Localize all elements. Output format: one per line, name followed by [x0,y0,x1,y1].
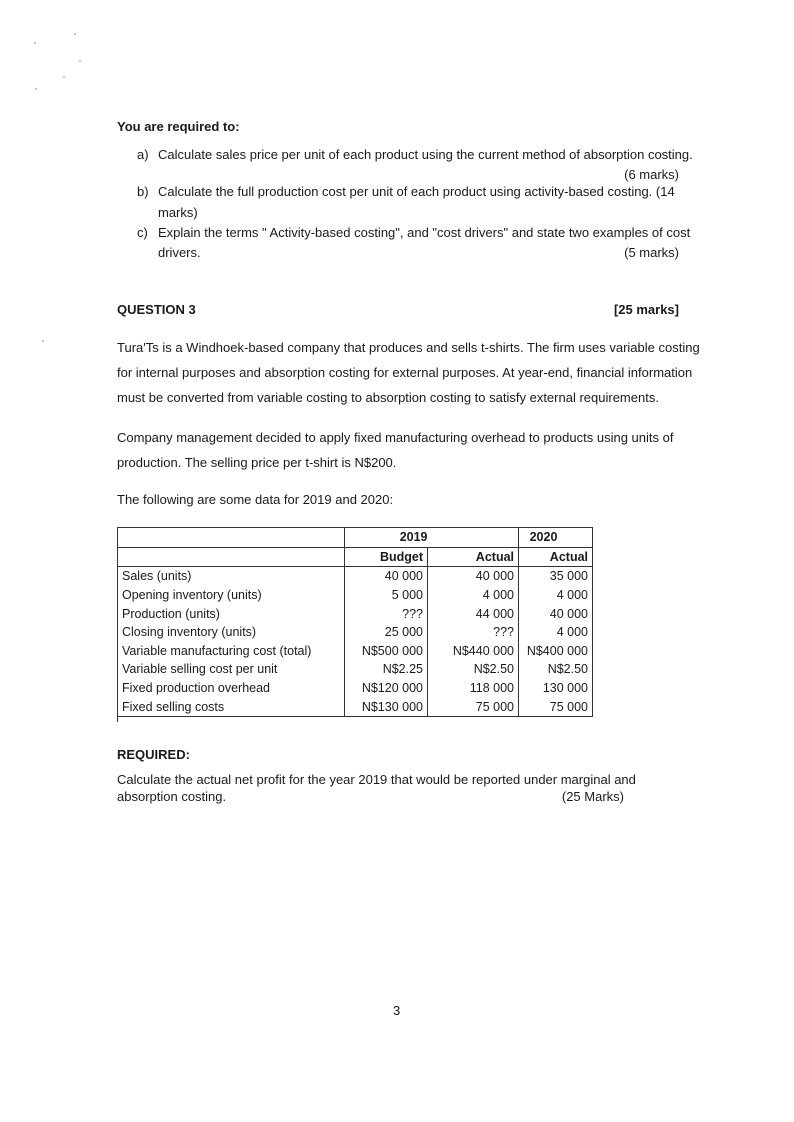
cell-budget-2019: N$2.25 [345,660,428,679]
data-table [117,527,593,717]
paragraph-line: must be converted from variable costing to absorption costing to satisfy external requirements. [117,390,659,405]
cell-actual-2020: N$2.50 [519,660,593,679]
task-letter: c) [137,225,148,240]
required-text-continued: absorption costing. [117,789,227,804]
cell-budget-2019: N$130 000 [345,697,428,716]
cell-budget-2019: 25 000 [345,623,428,642]
task-text-continued: drivers. [158,245,201,260]
scan-speck [42,340,44,342]
year-header-2020: 2020 [519,528,593,548]
paragraph-line: Company management decided to apply fixed manufacturing overhead to products using units of [117,430,674,445]
scan-speck [34,42,36,44]
table-row [118,679,593,698]
cell-actual-2020: 35 000 [519,567,593,586]
required-text: Calculate the actual net profit for the year 2019 that would be reported under marginal and [117,772,636,787]
table-row [118,586,593,605]
task-letter: a) [137,147,149,162]
cell-budget-2019: N$500 000 [345,642,428,661]
table-intro: The following are some data for 2019 and 2020: [117,492,394,507]
required-heading: REQUIRED: [117,747,190,762]
table-row [118,604,593,623]
cell-budget-2019: 40 000 [345,567,428,586]
sub-header-actual-2020: Actual [519,547,593,567]
task-text-continued: marks) [158,205,198,220]
task-text: Calculate sales price per unit of each product using the current method of absorption costing. [158,147,693,162]
task-text: Calculate the full production cost per unit of each product using activity-based costing. (14 [158,184,675,199]
row-label: Closing inventory (units) [118,623,345,642]
table-row [118,697,593,716]
scan-speck [74,33,76,35]
cell-actual-2019: 75 000 [428,697,519,716]
year-header-2019: 2019 [345,528,428,548]
table-sub-header-row [118,547,593,567]
sub-header-budget: Budget [345,547,428,567]
row-label: Fixed selling costs [118,697,345,716]
table-row [118,623,593,642]
row-label: Sales (units) [118,567,345,586]
cell-budget-2019: 5 000 [345,586,428,605]
policy-paragraph [117,425,673,475]
cell-actual-2019: N$2.50 [428,660,519,679]
year-header-spacer [428,528,519,548]
task-marks: (6 marks) [624,167,679,182]
required-marks: (25 Marks) [561,789,624,804]
paragraph-line: Tura'Ts is a Windhoek-based company that produces and sells t-shirts. The firm uses variable costing [117,340,700,355]
scan-speck [35,88,37,90]
scenario-paragraph [117,335,700,410]
question-marks: [25 marks] [613,302,679,317]
cell-actual-2019: N$440 000 [428,642,519,661]
table-row [118,660,593,679]
paragraph-line: production. The selling price per t-shirt is N$200. [117,455,397,470]
table-corner-cell [118,528,345,548]
cell-actual-2019: 40 000 [428,567,519,586]
row-label: Variable selling cost per unit [118,660,345,679]
cell-actual-2020: N$400 000 [519,642,593,661]
scan-speck [79,60,81,62]
cell-budget-2019: N$120 000 [345,679,428,698]
cell-actual-2019: 4 000 [428,586,519,605]
cell-actual-2020: 75 000 [519,697,593,716]
paragraph-line: for internal purposes and absorption costing for external purposes. At year-end, financial information [117,365,693,380]
scan-speck [63,76,65,78]
row-label: Opening inventory (units) [118,586,345,605]
table-label-header [118,547,345,567]
sub-header-actual-2019: Actual [428,547,519,567]
table-row [118,567,593,586]
cell-actual-2019: ??? [428,623,519,642]
cell-actual-2020: 4 000 [519,586,593,605]
cell-actual-2020: 4 000 [519,623,593,642]
row-label: Fixed production overhead [118,679,345,698]
part-intro: You are required to: [117,119,240,134]
cell-actual-2020: 130 000 [519,679,593,698]
row-label: Variable manufacturing cost (total) [118,642,345,661]
page-number: 3 [393,1003,401,1018]
cell-actual-2019: 118 000 [428,679,519,698]
cell-actual-2020: 40 000 [519,604,593,623]
task-text: Explain the terms " Activity-based costing", and "cost drivers" and state two examples of cost [158,225,691,240]
table-year-header-row [118,528,593,548]
table-row [118,642,593,661]
question-title: QUESTION 3 [117,302,196,317]
cell-budget-2019: ??? [345,604,428,623]
cell-actual-2019: 44 000 [428,604,519,623]
task-letter: b) [137,184,149,199]
row-label: Production (units) [118,604,345,623]
table-stray-mark [117,714,118,722]
task-marks: (5 marks) [624,245,679,260]
